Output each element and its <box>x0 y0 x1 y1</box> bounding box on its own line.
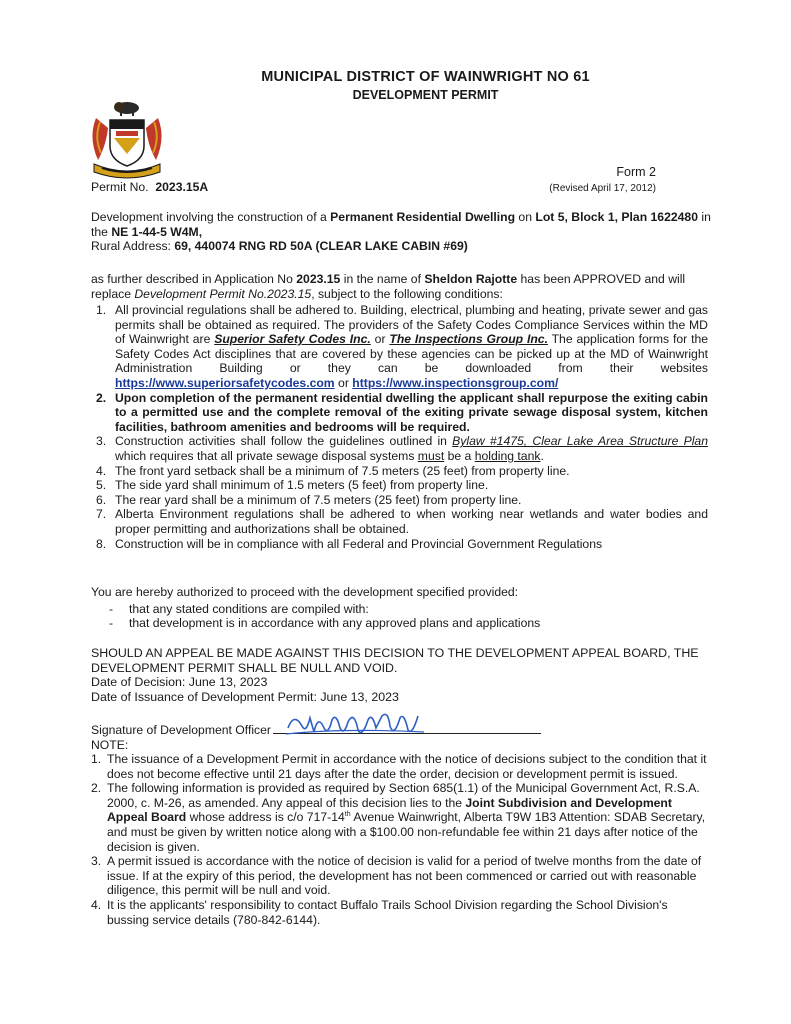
condition-text: or <box>334 375 353 390</box>
page-title: MUNICIPAL DISTRICT OF WAINWRIGHT NO 61 <box>261 69 590 85</box>
condition-text: which requires that all private sewage disposal systems <box>115 448 418 463</box>
condition-text: All provincial regulations shall be adhered to. Building, electrical, plumbing and heating, private sewer and gas permits shall be obtained as required. The providers of the Safety Codes Compliance Services within the MD of Wainwright are <box>115 303 708 347</box>
note-text: The following information is provided as required by Section 685(1.1) of the Municipal Government Act, R.S.A. 2000, c. M-26, as amended. Any appeal of this decision lies to the <box>107 781 700 810</box>
municipal-crest-logo <box>86 98 168 180</box>
provider-inspections-group: The Inspections Group Inc. <box>389 332 548 347</box>
rural-address: 69, 440074 RNG RD 50A (CLEAR LAKE CABIN #69) <box>174 239 468 254</box>
form-number: Form 2 <box>616 165 656 179</box>
dev-text: in the <box>91 210 711 239</box>
notes-section <box>91 752 711 927</box>
condition-item <box>91 464 708 479</box>
condition-number: 2. <box>96 390 107 405</box>
appeal-section <box>91 646 711 704</box>
condition-text: Upon completion of the permanent residential dwelling the applicant shall repurpose the exiting cabin to a permitted use and the complete removal of the exiting private sewage disposal system, kitchen facilities, bathroom amenities and bedrooms will be required. <box>115 390 708 434</box>
note-heading: NOTE: <box>91 737 129 752</box>
condition-number: 8. <box>96 536 107 551</box>
condition-item <box>91 537 708 552</box>
lot-plan: Lot 5, Block 1, Plan 1622480 <box>535 210 698 224</box>
appeal-board-name: Joint Subdivision and Development Appeal Board <box>107 795 672 825</box>
permit-number-label: Permit No. <box>91 180 149 194</box>
condition-item <box>91 478 708 493</box>
applicant-name: Sheldon Rajotte <box>424 272 518 286</box>
authorization-item-text: that any stated conditions are compiled with: <box>129 601 369 616</box>
replaced-permit: Development Permit No.2023.15 <box>134 286 312 301</box>
condition-text: Construction will be in compliance with all Federal and Provincial Government Regulations <box>115 536 603 551</box>
condition-number: 4. <box>96 463 107 478</box>
condition-number: 7. <box>96 507 107 522</box>
note-item <box>91 898 711 927</box>
application-number: 2023.15 <box>296 272 341 286</box>
signature-section <box>91 720 711 752</box>
condition-item <box>91 434 708 463</box>
condition-text: The front yard setback shall be a minimum of 7.5 meters (25 feet) from property line. <box>115 463 570 478</box>
development-description <box>91 210 711 254</box>
revision-date: (Revised April 17, 2012) <box>549 182 656 194</box>
bylaw-reference: Bylaw #1475, Clear Lake Area Structure Plan <box>452 434 708 449</box>
note-text: Avenue Wainwright, Alberta T9W 1B3 Attention: SDAB Secretary, and must be given by written notice along with a $100.00 non-refundable fee within 21 days after notice of the decision is given. <box>107 810 706 854</box>
conditions-list <box>91 303 708 551</box>
dash-bullet: - <box>109 616 114 631</box>
approval-text: as further described in Application No <box>91 272 297 286</box>
approval-text: in the name of <box>340 272 425 286</box>
condition-text: The rear yard shall be a minimum of 7.5 meters (25 feet) from property line. <box>115 492 522 507</box>
note-number: 4. <box>91 897 102 912</box>
condition-item <box>91 391 708 435</box>
condition-number: 6. <box>96 492 107 507</box>
condition-text: Construction activities shall follow the guidelines outlined in <box>115 434 453 449</box>
note-text: The issuance of a Development Permit in accordance with the notice of decisions subject to the condition that it does not become effective until 21 days after the date the order, decision or development permit is issued. <box>107 752 707 781</box>
authorization-item-text: that development is in accordance with any approved plans and applications <box>129 616 541 631</box>
rural-address-label: Rural Address: <box>91 239 175 254</box>
condition-text: Alberta Environment regulations shall be adhered to when working near wetlands and water bodies and proper permitting and authorizations shall be obtained. <box>115 507 708 536</box>
note-text: whose address is c/o 717-14 <box>186 810 345 825</box>
authorization-intro: You are hereby authorized to proceed with the development specified provided: <box>91 585 519 599</box>
approval-statement <box>91 272 711 301</box>
page-subtitle: DEVELOPMENT PERMIT <box>352 87 499 102</box>
condition-text: The side yard shall minimum of 1.5 meters (5 feet) from property line. <box>115 478 489 493</box>
note-item <box>91 752 711 781</box>
inspections-group-link[interactable]: https://www.inspectionsgroup.com/ <box>352 375 559 390</box>
condition-number: 3. <box>96 434 107 449</box>
form-info <box>549 165 656 196</box>
condition-item <box>91 493 708 508</box>
condition-number: 5. <box>96 478 107 493</box>
note-text: It is the applicants' responsibility to contact Buffalo Trails School Division regarding the School Division's bussing service details (780-842-6144). <box>107 897 668 927</box>
signature-label: Signature of Development Officer <box>91 723 271 737</box>
dev-text: on <box>515 210 536 224</box>
approval-text: , subject to the following conditions: <box>311 286 503 301</box>
issuance-date: Date of Issuance of Development Permit: June 13, 2023 <box>91 689 399 704</box>
dash-bullet: - <box>109 601 114 616</box>
ordinal-suffix: th <box>344 811 351 819</box>
permit-number: 2023.15A <box>155 180 209 194</box>
provider-superior: Superior Safety Codes Inc. <box>214 332 371 347</box>
dwelling-type: Permanent Residential Dwelling <box>330 210 516 224</box>
authorization-item <box>109 616 711 631</box>
superior-safety-codes-link[interactable]: https://www.superiorsafetycodes.com <box>115 375 335 390</box>
condition-text: . <box>540 448 544 463</box>
note-item <box>91 781 711 854</box>
condition-text: be a <box>444 448 475 463</box>
appeal-warning: SHOULD AN APPEAL BE MADE AGAINST THIS DECISION TO THE DEVELOPMENT APPEAL BOARD, THE DEVELOPMENT PERMIT SHALL BE NULL AND VOID. <box>91 646 699 675</box>
note-text: A permit issued is accordance with the notice of decision is valid for a period of twelve months from the date of issue. If at the expiry of this period, the development has not been commenced or carried out with reasonable diligence, this permit will be null and void. <box>107 854 702 898</box>
note-item <box>91 854 711 898</box>
approval-text: has been APPROVED and will replace <box>91 272 686 301</box>
condition-emphasis: must <box>417 448 445 463</box>
condition-emphasis: holding tank <box>474 448 541 463</box>
condition-number: 1. <box>96 303 107 317</box>
condition-item <box>91 303 708 391</box>
note-number: 1. <box>91 752 102 766</box>
handwritten-signature-image <box>284 708 434 740</box>
condition-text: The application forms for the Safety Codes Act disciplines that are covered by these agencies can be picked up at the MD of Wainwright Administration Building or they can be downloaded from their websites <box>115 332 709 376</box>
dev-text: Development involving the construction of a <box>91 210 331 224</box>
note-number: 3. <box>91 854 102 869</box>
condition-item <box>91 507 708 536</box>
note-number: 2. <box>91 781 102 796</box>
decision-date: Date of Decision: June 13, 2023 <box>91 675 268 690</box>
condition-text: or <box>370 332 390 347</box>
authorization-item <box>109 602 711 617</box>
permit-number-line <box>91 180 208 195</box>
authorization-section <box>91 585 711 631</box>
legal-description: NE 1-44-5 W4M, <box>111 224 203 239</box>
